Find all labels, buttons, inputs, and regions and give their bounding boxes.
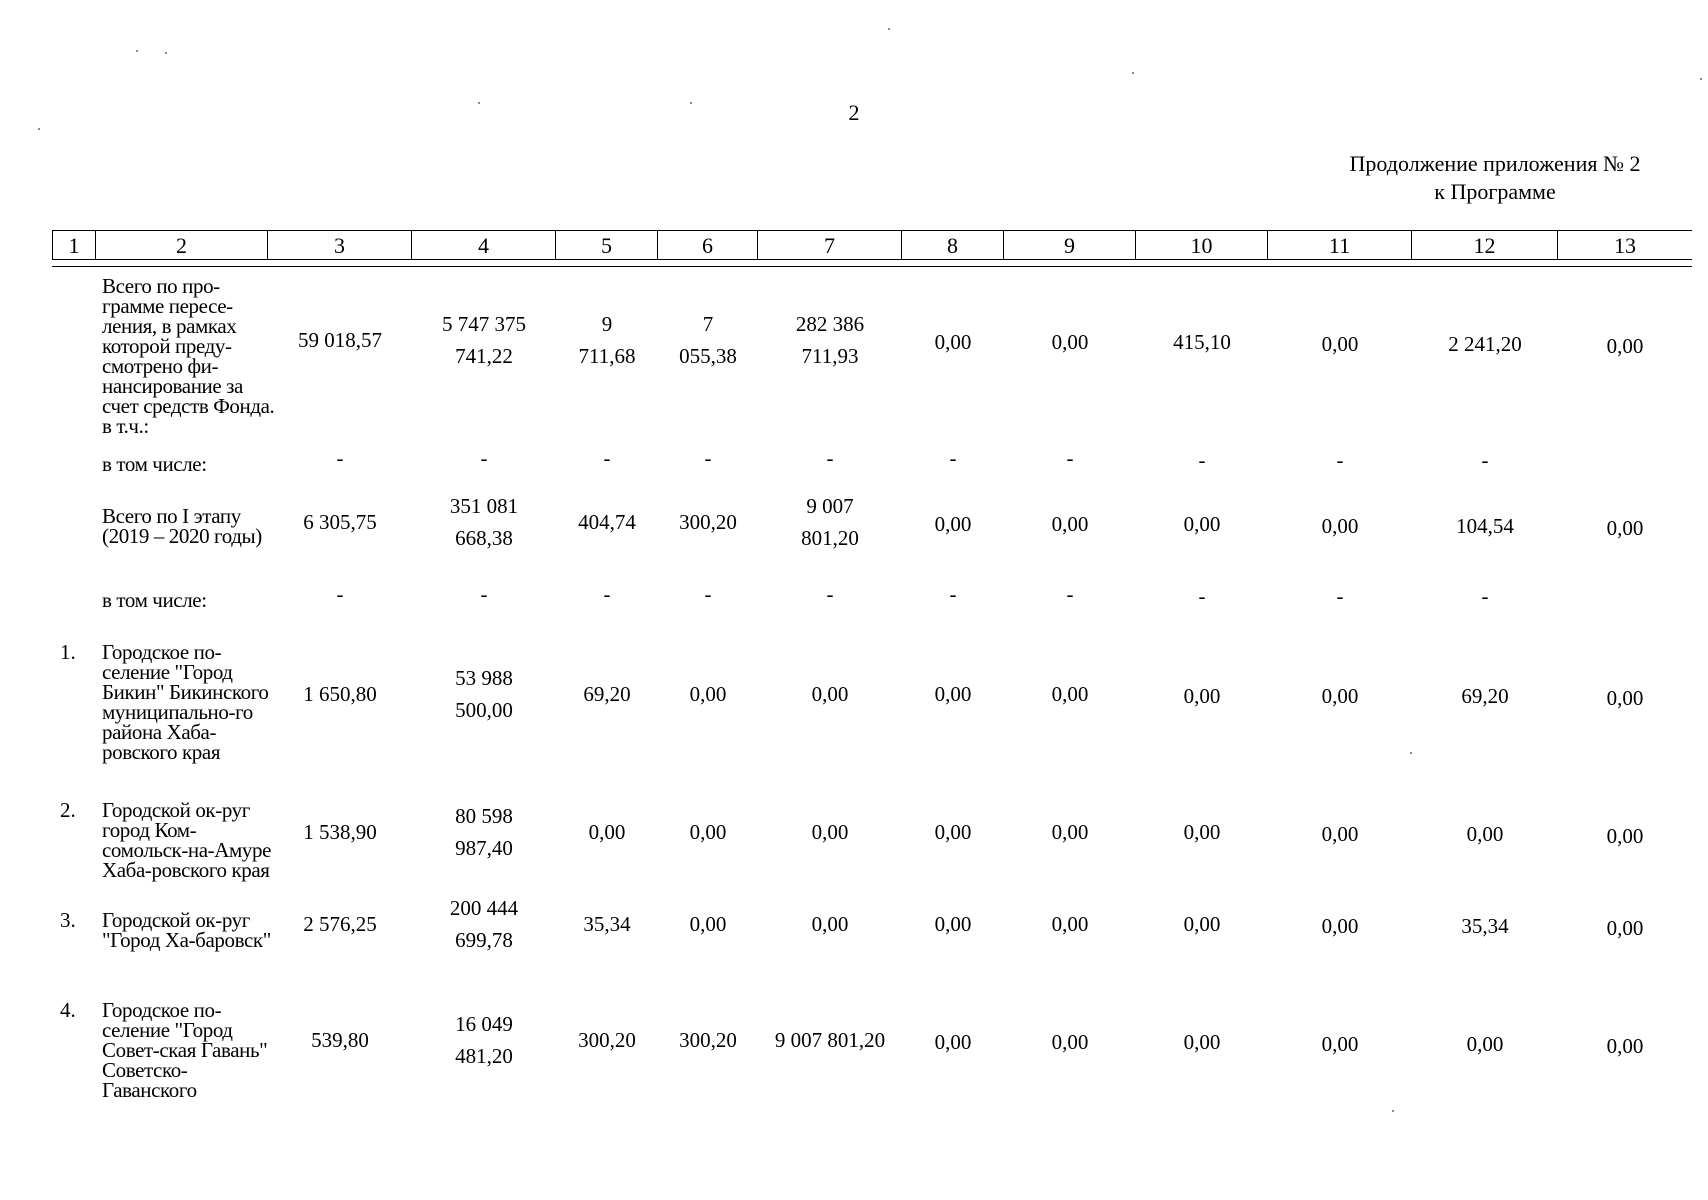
cell-c8: 0,00 (934, 912, 972, 936)
row-label: в том числе: (102, 452, 207, 476)
table-row-stage-1 (52, 496, 1692, 576)
cell-c4-line2: 741,22 (455, 344, 513, 368)
cell-c9: 0,00 (1051, 912, 1089, 936)
cell-c3: 59 018,57 (298, 328, 382, 352)
cell-c5: 0,00 (588, 820, 626, 844)
dash-c7: - (826, 582, 834, 606)
cell-c4-line1: 5 747 375 (442, 312, 526, 336)
table-row-subheading (52, 582, 1692, 616)
cell-c12: 0,00 (1466, 822, 1504, 846)
cell-c4-line1: 53 988 (455, 666, 513, 690)
cell-c3: 2 576,25 (303, 912, 377, 936)
cell-c13: 0,00 (1606, 686, 1644, 710)
table-row-subheading (52, 446, 1692, 480)
col-header-5: 5 (556, 230, 658, 260)
dash-c11: - (1336, 584, 1344, 608)
col-header-3: 3 (268, 230, 412, 260)
cell-c7 (758, 308, 902, 372)
dash-c10: - (1198, 584, 1206, 608)
cell-c5: 69,20 (583, 682, 631, 706)
cell-c11: 0,00 (1321, 914, 1359, 938)
dash-c10: - (1198, 448, 1206, 472)
cell-c6-line2: 055,38 (679, 344, 737, 368)
dash-c8: - (949, 446, 957, 470)
cell-c4-line1: 200 444 (449, 896, 519, 920)
cell-c5: 35,34 (583, 912, 631, 936)
dash-c4: - (480, 582, 488, 606)
table-row (52, 998, 1692, 1128)
table-row (52, 896, 1692, 988)
cell-c13: 0,00 (1606, 916, 1644, 940)
cell-c8: 0,00 (934, 682, 972, 706)
header-underline (52, 266, 1692, 267)
dash-c6: - (704, 582, 712, 606)
dash-c11: - (1336, 448, 1344, 472)
dash-c12: - (1481, 448, 1489, 472)
dash-c8: - (949, 582, 957, 606)
dash-c12: - (1481, 584, 1489, 608)
cell-c7: 0,00 (811, 820, 849, 844)
cell-c10: 415,10 (1173, 330, 1231, 354)
dash-c4: - (480, 446, 488, 470)
cell-c4 (412, 662, 556, 726)
cell-c7-line2: 711,93 (801, 344, 859, 368)
cell-c5-line1: 9 (601, 312, 613, 336)
cell-c6: 0,00 (689, 682, 727, 706)
cell-c7 (758, 490, 902, 554)
cell-c10: 0,00 (1183, 820, 1221, 844)
dash-c3: - (336, 582, 344, 606)
row-number: 2. (60, 798, 76, 822)
row-number: 1. (60, 640, 76, 664)
cell-c3: 539,80 (311, 1028, 369, 1052)
cell-c5: 300,20 (578, 1028, 636, 1052)
appendix-note-line2: к Программе (1434, 179, 1556, 204)
col-header-10: 10 (1136, 230, 1268, 260)
row-label: Всего по про-грамме пересе-ления, в рамках которой преду-смотрено фи-нансирование за счет средств Фонда. в т.ч.: (102, 274, 275, 438)
cell-c3: 1 650,80 (303, 682, 377, 706)
cell-c8: 0,00 (934, 330, 972, 354)
cell-c10: 0,00 (1183, 684, 1221, 708)
cell-c4 (412, 490, 556, 554)
cell-c9: 0,00 (1051, 682, 1089, 706)
cell-c6: 0,00 (689, 820, 727, 844)
appendix-note-line1: Продолжение приложения № 2 (1349, 151, 1641, 176)
cell-c5: 404,74 (578, 510, 636, 534)
row-label: Городской ок-руг город Ком-сомольск-на-Амуре Хаба-ровского края (102, 798, 272, 882)
cell-c6-line1: 7 (702, 312, 714, 336)
cell-c7: 0,00 (811, 682, 849, 706)
cell-c13: 0,00 (1606, 516, 1644, 540)
cell-c11: 0,00 (1321, 332, 1359, 356)
col-header-8: 8 (902, 230, 1004, 260)
table-row (52, 640, 1692, 780)
cell-c4-line2: 668,38 (455, 526, 513, 550)
cell-c3: 6 305,75 (303, 510, 377, 534)
row-label: в том числе: (102, 588, 207, 612)
col-header-12: 12 (1412, 230, 1558, 260)
cell-c11: 0,00 (1321, 822, 1359, 846)
cell-c13: 0,00 (1606, 824, 1644, 848)
cell-c4 (412, 892, 556, 956)
cell-c5 (556, 308, 658, 372)
cell-c12: 69,20 (1461, 684, 1509, 708)
cell-c4 (412, 308, 556, 372)
cell-c8: 0,00 (934, 1030, 972, 1054)
cell-c4-line1: 16 049 (455, 1012, 513, 1036)
table-row-total-program (52, 276, 1692, 446)
row-label: Городское по-селение "Город Бикин" Бикинского муниципально-го района Хаба-ровского края (102, 640, 269, 764)
cell-c7-line1: 9 007 (806, 494, 854, 518)
col-header-4: 4 (412, 230, 556, 260)
cell-c4-line2: 481,20 (455, 1044, 513, 1068)
table-row (52, 798, 1692, 898)
cell-c7-line2: 801,20 (801, 526, 859, 550)
cell-c11: 0,00 (1321, 684, 1359, 708)
cell-c9: 0,00 (1051, 820, 1089, 844)
dash-c6: - (704, 446, 712, 470)
resettlement-table (52, 230, 1692, 1102)
cell-c3: 1 538,90 (303, 820, 377, 844)
row-number: 3. (60, 908, 76, 932)
col-header-7: 7 (758, 230, 902, 260)
cell-c4 (412, 1008, 556, 1072)
cell-c6 (658, 308, 758, 372)
cell-c6: 300,20 (679, 1028, 737, 1052)
row-number: 4. (60, 998, 76, 1022)
dash-c9: - (1066, 446, 1074, 470)
cell-c4-line2: 500,00 (455, 698, 513, 722)
cell-c10: 0,00 (1183, 912, 1221, 936)
cell-c6: 300,20 (679, 510, 737, 534)
col-header-13: 13 (1558, 230, 1692, 260)
dash-c7: - (826, 446, 834, 470)
page-number: 2 (848, 100, 860, 125)
row-label: Городской ок-руг "Город Ха-баровск" (102, 908, 271, 952)
dash-c9: - (1066, 582, 1074, 606)
dash-c3: - (336, 446, 344, 470)
cell-c4-line1: 351 081 (449, 494, 519, 518)
cell-c8: 0,00 (934, 512, 972, 536)
cell-c12: 104,54 (1456, 514, 1514, 538)
cell-c7: 0,00 (811, 912, 849, 936)
cell-c9: 0,00 (1051, 330, 1089, 354)
cell-c4-line2: 699,78 (455, 928, 513, 952)
cell-c13: 0,00 (1606, 1034, 1644, 1058)
col-header-9: 9 (1004, 230, 1136, 260)
cell-c5-line2: 711,68 (578, 344, 636, 368)
cell-c4-line1: 80 598 (455, 804, 513, 828)
cell-c4-line2: 987,40 (455, 836, 513, 860)
cell-c10: 0,00 (1183, 512, 1221, 536)
cell-c4 (412, 800, 556, 864)
cell-c13: 0,00 (1606, 334, 1644, 358)
col-header-6: 6 (658, 230, 758, 260)
row-label: Городское по-селение "Город Совет-ская Гавань" Советско-Гаванского (102, 998, 268, 1102)
col-header-2: 2 (96, 230, 268, 260)
table-header-row (52, 230, 1692, 264)
cell-c8: 0,00 (934, 820, 972, 844)
cell-c12: 2 241,20 (1448, 332, 1522, 356)
dash-c5: - (603, 446, 611, 470)
col-header-11: 11 (1268, 230, 1412, 260)
cell-c10: 0,00 (1183, 1030, 1221, 1054)
cell-c9: 0,00 (1051, 1030, 1089, 1054)
cell-c9: 0,00 (1051, 512, 1089, 536)
col-header-1: 1 (52, 230, 96, 260)
row-label: Всего по I этапу (2019 – 2020 годы) (102, 504, 262, 548)
cell-c12: 35,34 (1461, 914, 1509, 938)
dash-c5: - (603, 582, 611, 606)
cell-c12: 0,00 (1466, 1032, 1504, 1056)
appendix-note (1320, 150, 1670, 206)
cell-c7-line1: 282 386 (795, 312, 865, 336)
cell-c7: 9 007 801,20 (774, 1028, 886, 1052)
cell-c6: 0,00 (689, 912, 727, 936)
cell-c11: 0,00 (1321, 514, 1359, 538)
cell-c11: 0,00 (1321, 1032, 1359, 1056)
